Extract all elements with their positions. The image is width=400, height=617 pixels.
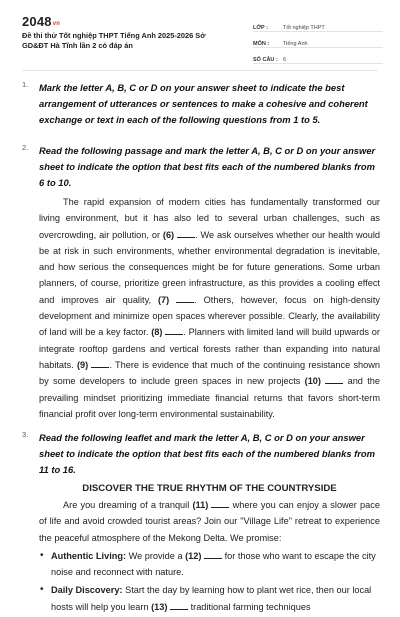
site-logo[interactable] (22, 14, 60, 29)
blank-number: (6) (162, 229, 175, 240)
answer-blank (177, 229, 195, 238)
leaflet-intro (39, 497, 380, 546)
answer-blank (176, 294, 194, 303)
leaflet-title: DISCOVER THE TRUE RHYTHM OF THE COUNTRYSIDE (82, 483, 337, 494)
blank-number: (8) (151, 327, 163, 338)
bullet-icon: • (40, 584, 44, 596)
exam-meta (253, 16, 383, 64)
question-1 (22, 80, 380, 128)
passage-text: . There is evidence that much of the continuing resistance shown by some developers to include green spaces in new projects (39, 359, 380, 387)
leaflet-text: where you can enjoy a slower pace of life and avoid crowded tourist areas? Join our "Village Life" retreat to experience the peaceful atmosphere of the Mekong Delta. We promise: (39, 500, 380, 543)
answer-blank (170, 601, 188, 610)
bullet-text: traditional farming techniques (190, 601, 311, 612)
answer-blank (204, 550, 222, 559)
question-3 (22, 430, 380, 617)
header-divider (22, 70, 378, 71)
blank-number: (7) (157, 294, 170, 305)
answer-blank (211, 499, 229, 508)
exam-title: Đề thi thử Tốt nghiệp THPT Tiếng Anh 2025-2026 Sở GD&ĐT Hà Tĩnh lần 2 có đáp án (22, 31, 206, 50)
meta-subject-label: MÔN : (253, 41, 270, 47)
passage-text: and the prevailing mindset prioritizing immediate financial returns that favors short-term financial profit over long-term environmental sustainability. (39, 376, 380, 419)
answer-blank (325, 375, 343, 384)
logo-text: 2048 (22, 14, 52, 29)
bullet-text: We provide a (128, 550, 183, 561)
blank-number: (12) (185, 550, 202, 561)
page-header (0, 0, 400, 66)
leaflet-bullets (39, 548, 380, 615)
leaflet-text: Are you dreaming of a tranquil (63, 500, 190, 510)
bullet-icon: • (40, 549, 44, 561)
meta-subject-value: Tiếng Anh (283, 41, 308, 47)
blank-number: (9) (76, 359, 89, 370)
blank-number: (13) (151, 601, 168, 612)
meta-subject (253, 32, 383, 48)
meta-class-label: LỚP : (253, 25, 268, 31)
bullet-heading: Daily Discovery: (51, 585, 123, 596)
reading-passage (39, 194, 380, 422)
answer-blank (165, 326, 183, 335)
meta-class-value: Tốt nghiệp THPT (283, 25, 325, 31)
bullet-heading: Authentic Living: (51, 550, 127, 561)
question-number: 1. (22, 80, 29, 89)
question-instruction: Mark the letter A, B, C or D on your answer sheet to indicate the best arrangement of utterances or sentences to make a cohesive and coherent exchange or text in each of the following questions from 1 to 5. (39, 82, 368, 125)
passage-text: . Planners with limited land will build upwards or integrate rooftop gardens and vertical forests rather than expanding into natural habitats. (39, 327, 380, 370)
blank-number: (11) (192, 500, 209, 510)
question-instruction: Read the following passage and mark the letter A, B, C or D on your answer sheet to indicate the option that best fits each of the numbered blanks from 6 to 10. (39, 145, 376, 188)
question-2 (22, 143, 380, 422)
meta-count-label: SỐ CÂU : (253, 57, 278, 63)
passage-text: . Others, however, focus on high-density development and minimize open spaces wherever possible. Clearly, the availability of land will be a key factor. (39, 294, 380, 338)
bullet-text: for those who want to escape the city noise and reconnect with nature. (51, 550, 376, 578)
question-number: 3. (22, 430, 29, 439)
leaflet-bullet-item (39, 548, 380, 581)
question-number: 2. (22, 143, 29, 152)
leaflet-bullet-item (39, 582, 380, 615)
blank-number: (10) (304, 376, 321, 387)
passage-text: The rapid expansion of modern cities has fundamentally transformed our living environment, but it has also led to several urban challenges, such as overcrowding, air pollution, or (39, 197, 380, 240)
meta-count (253, 48, 383, 64)
logo-suffix: vn (52, 21, 61, 27)
meta-count-value: 6 (283, 57, 287, 63)
answer-blank (91, 359, 109, 368)
question-instruction: Read the following leaflet and mark the letter A, B, C or D on your answer sheet to indicate the option that best fits each of the numbered blanks from 11 to 16. (39, 432, 375, 475)
bullet-text: Start the day by learning how to plant wet rice, then our local hosts will help you learn (51, 585, 372, 612)
meta-class (253, 16, 383, 32)
passage-text: . We ask ourselves whether our health would be at risk in such environments, whether environmental degradation is inevitable, and how serious the consequences might be for future generations. Some urban planners, of course, prioritize green infrastructure, as this provides a cooling effect and improves air quality, (39, 229, 380, 305)
